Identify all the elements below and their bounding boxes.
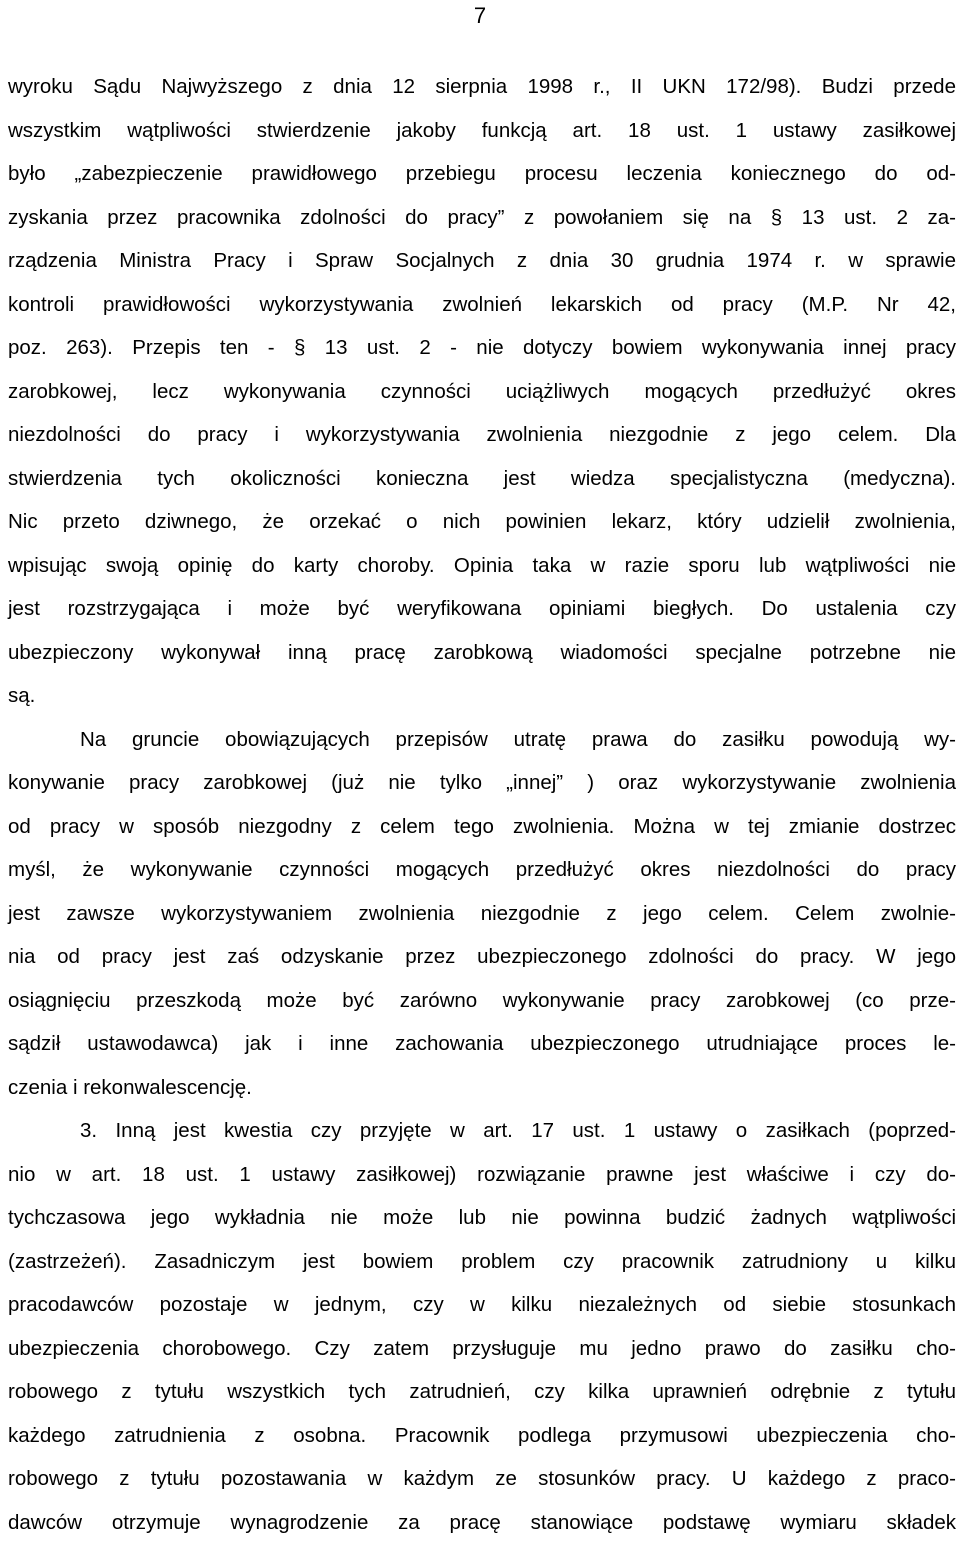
text-line: robowego z tytułu pozostawania w każdym ze stosunków pracy. U każdego z praco- [8,1457,956,1501]
text-line: nio w art. 18 ust. 1 ustawy zasiłkowej) rozwiązanie prawne jest właściwe i czy do- [8,1153,956,1197]
text-line: jest zawsze wykorzystywaniem zwolnienia niezgodnie z jego celem. Celem zwolnie- [8,892,956,936]
text-line: stwierdzenia tych okoliczności konieczna jest wiedza specjalistyczna (medyczna). [8,457,956,501]
text-line: kontroli prawidłowości wykorzystywania zwolnień lekarskich od pracy (M.P. Nr 42, [8,283,956,327]
text-line: sądził ustawodawca) jak i inne zachowania ubezpieczonego utrudniające proces le- [8,1022,956,1066]
text-line: wpisując swoją opinię do karty choroby. Opinia taka w razie sporu lub wątpliwości nie [8,544,956,588]
text-line: rządzenia Ministra Pracy i Spraw Socjalnych z dnia 30 grudnia 1974 r. w sprawie [8,239,956,283]
document-body [8,65,956,1544]
text-line: zarobkowej, lecz wykonywania czynności uciążliwych mogących przedłużyć okres [8,370,956,414]
text-line: (zastrzeżeń). Zasadniczym jest bowiem problem czy pracownik zatrudniony u kilku [8,1240,956,1284]
text-line: jest rozstrzygająca i może być weryfikowana opiniami biegłych. Do ustalenia czy [8,587,956,631]
text-line: ubezpieczony wykonywał inną pracę zarobkową wiadomości specjalne potrzebne nie [8,631,956,675]
text-line: było „zabezpieczenie prawidłowego przebiegu procesu leczenia koniecznego do od- [8,152,956,196]
text-line: niezdolności do pracy i wykorzystywania zwolnienia niezgodnie z jego celem. Dla [8,413,956,457]
text-line: wyroku Sądu Najwyższego z dnia 12 sierpnia 1998 r., II UKN 172/98). Budzi przede [8,65,956,109]
text-line: konywanie pracy zarobkowej (już nie tylko „innej” ) oraz wykorzystywanie zwolnienia [8,761,956,805]
text-line: myśl, że wykonywanie czynności mogących przedłużyć okres niezdolności do pracy [8,848,956,892]
text-line: każdego zatrudnienia z osobna. Pracownik podlega przymusowi ubezpieczenia cho- [8,1414,956,1458]
text-line: ubezpieczenia chorobowego. Czy zatem przysługuje mu jedno prawo do zasiłku cho- [8,1327,956,1371]
text-line: Na gruncie obowiązujących przepisów utratę prawa do zasiłku powodują wy- [8,718,956,762]
text-line: poz. 263). Przepis ten - § 13 ust. 2 - nie dotyczy bowiem wykonywania innej pracy [8,326,956,370]
text-line: wszystkim wątpliwości stwierdzenie jakoby funkcją art. 18 ust. 1 ustawy zasiłkowej [8,109,956,153]
text-line: Nic przeto dziwnego, że orzekać o nich powinien lekarz, który udzielił zwolnienia, [8,500,956,544]
page-number: 7 [0,2,960,30]
text-line: zyskania przez pracownika zdolności do pracy” z powołaniem się na § 13 ust. 2 za- [8,196,956,240]
text-line: tychczasowa jego wykładnia nie może lub nie powinna budzić żadnych wątpliwości [8,1196,956,1240]
text-line: dawców otrzymuje wynagrodzenie za pracę stanowiące podstawę wymiaru składek [8,1501,956,1544]
text-line: nia od pracy jest zaś odzyskanie przez ubezpieczonego zdolności do pracy. W jego [8,935,956,979]
text-line: osiągnięciu przeszkodą może być zarówno wykonywanie pracy zarobkowej (co prze- [8,979,956,1023]
text-line: robowego z tytułu wszystkich tych zatrudnień, czy kilka uprawnień odrębnie z tytułu [8,1370,956,1414]
text-line: 3. Inną jest kwestia czy przyjęte w art. 17 ust. 1 ustawy o zasiłkach (poprzed- [8,1109,956,1153]
text-line: od pracy w sposób niezgodny z celem tego zwolnienia. Można w tej zmianie dostrzec [8,805,956,849]
text-line: pracodawców pozostaje w jednym, czy w kilku niezależnych od siebie stosunkach [8,1283,956,1327]
text-line: są. [8,674,956,718]
text-line: czenia i rekonwalescencję. [8,1066,956,1110]
